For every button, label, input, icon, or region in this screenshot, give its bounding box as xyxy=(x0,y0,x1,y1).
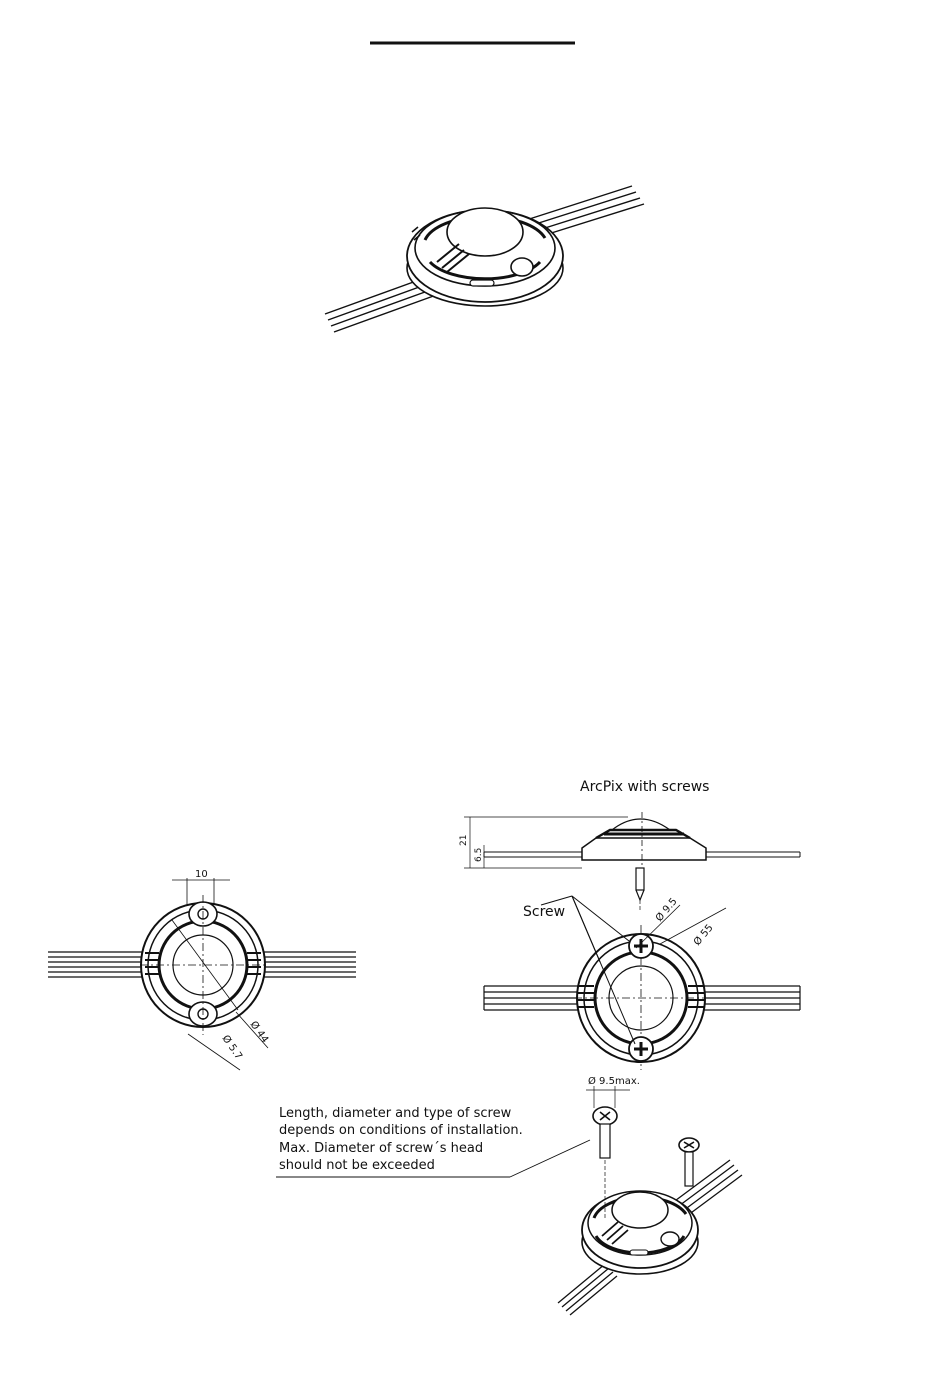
dim-left-width: 10 xyxy=(195,869,208,880)
dim-screw-head-dia: Ø 9.5 xyxy=(653,896,680,924)
isometric-view-top xyxy=(325,186,644,332)
led-module-icon xyxy=(582,1160,698,1274)
screw-head-icon xyxy=(629,1037,653,1061)
dim-left-outer-dia: Ø 44 xyxy=(247,1019,271,1046)
view-title: ArcPix with screws xyxy=(580,779,710,795)
dim-side-height: 21 xyxy=(459,834,469,846)
screw-detail xyxy=(276,1075,742,1315)
side-view xyxy=(459,812,800,912)
note-line-4: should not be exceeded xyxy=(279,1158,435,1173)
screw-head-icon xyxy=(679,1138,699,1186)
note-line-2: depends on conditions of installation. xyxy=(279,1123,523,1138)
note-line-1: Length, diameter and type of screw xyxy=(279,1106,512,1121)
screw-head-icon xyxy=(593,1107,617,1158)
left-top-view xyxy=(48,869,356,1070)
led-module-icon xyxy=(407,208,563,306)
screw-head-icon xyxy=(629,934,653,958)
dim-screw-max: Ø 9.5max. xyxy=(588,1076,640,1087)
screw-pin xyxy=(636,868,644,912)
right-top-view xyxy=(484,896,800,1070)
dim-side-base: 6.5 xyxy=(474,847,484,862)
dim-left-hole-dia: Ø 5.7 xyxy=(219,1033,245,1062)
dim-outer-dia: Ø 55 xyxy=(691,922,716,948)
screw-callout: Screw xyxy=(523,904,566,920)
note-line-3: Max. Diameter of screw´s head xyxy=(279,1141,484,1156)
